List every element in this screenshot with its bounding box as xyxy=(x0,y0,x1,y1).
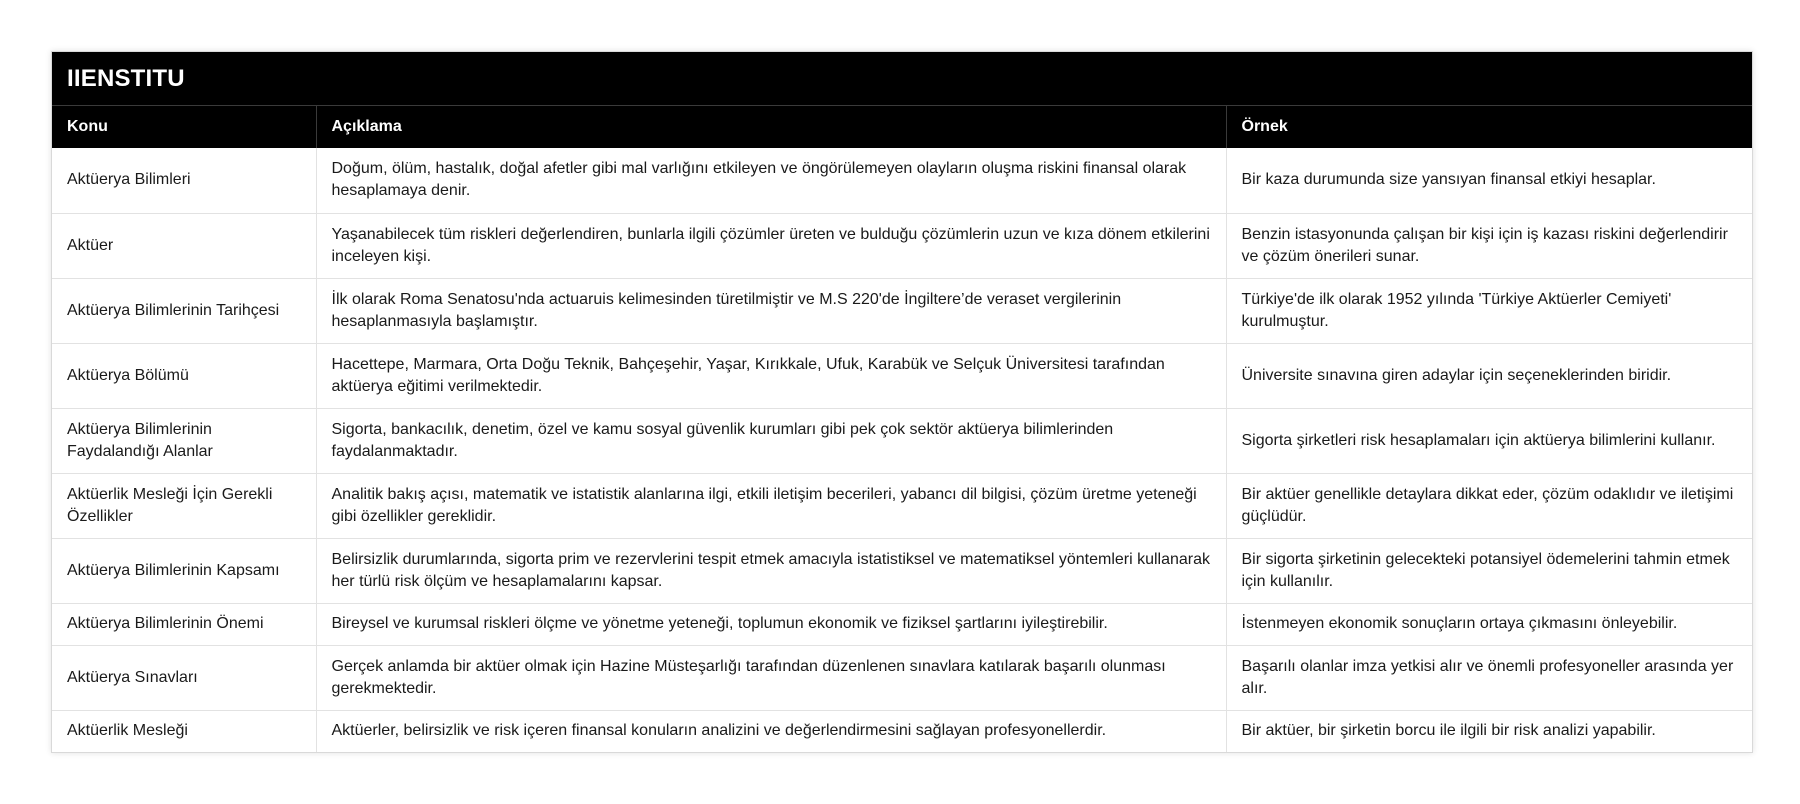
table-row xyxy=(52,538,1752,603)
cell-description: Doğum, ölüm, hastalık, doğal afetler gibi mal varlığını etkileyen ve öngörülemeyen olayların oluşma riskini finansal olarak hesaplamaya denir. xyxy=(316,148,1226,213)
table-row xyxy=(52,603,1752,645)
cell-example: Bir aktüer genellikle detaylara dikkat eder, çözüm odaklıdır ve iletişimi güçlüdür. xyxy=(1226,473,1752,538)
table-row xyxy=(52,343,1752,408)
cell-description: Sigorta, bankacılık, denetim, özel ve kamu sosyal güvenlik kurumları gibi pek çok sektör aktüerya bilimlerinden faydalanmaktadır. xyxy=(316,408,1226,473)
table-row xyxy=(52,645,1752,710)
cell-description: Aktüerler, belirsizlik ve risk içeren finansal konuların analizini ve değerlendirmesini sağlayan profesyonellerdir. xyxy=(316,710,1226,752)
cell-topic: Aktüerya Bilimlerinin Faydalandığı Alanlar xyxy=(52,408,316,473)
table-row xyxy=(52,278,1752,343)
table-row xyxy=(52,213,1752,278)
header-konu: Konu xyxy=(52,106,316,148)
table-row xyxy=(52,408,1752,473)
cell-topic: Aktüerlik Mesleği xyxy=(52,710,316,752)
cell-topic: Aktüer xyxy=(52,213,316,278)
cell-example: Bir sigorta şirketinin gelecekteki potansiyel ödemelerini tahmin etmek için kullanılır. xyxy=(1226,538,1752,603)
cell-example: Başarılı olanlar imza yetkisi alır ve önemli profesyoneller arasında yer alır. xyxy=(1226,645,1752,710)
cell-description: Analitik bakış açısı, matematik ve istatistik alanlarına ilgi, etkili iletişim becerileri, yabancı dil bilgisi, çözüm üretme yeteneği gibi özellikler gereklidir. xyxy=(316,473,1226,538)
cell-description: Hacettepe, Marmara, Orta Doğu Teknik, Bahçeşehir, Yaşar, Kırıkkale, Ufuk, Karabük ve Selçuk Üniversitesi tarafından aktüerya eğitimi verilmektedir. xyxy=(316,343,1226,408)
cell-description: Belirsizlik durumlarında, sigorta prim ve rezervlerini tespit etmek amacıyla istatistiksel ve matematiksel yöntemleri kullanarak her türlü risk ölçüm ve hesaplamalarını kapsar. xyxy=(316,538,1226,603)
cell-description: İlk olarak Roma Senatosu'nda actuaruis kelimesinden türetilmiştir ve M.S 220'de İngiltere’de veraset vergilerinin hesaplanmasıyla başlamıştır. xyxy=(316,278,1226,343)
cell-description: Gerçek anlamda bir aktüer olmak için Hazine Müsteşarlığı tarafından düzenlenen sınavlara katılarak başarılı olunması gerekmektedir. xyxy=(316,645,1226,710)
cell-example: Sigorta şirketleri risk hesaplamaları için aktüerya bilimlerini kullanır. xyxy=(1226,408,1752,473)
table-row xyxy=(52,710,1752,752)
table-row xyxy=(52,148,1752,213)
header-aciklama: Açıklama xyxy=(316,106,1226,148)
cell-topic: Aktüerya Bilimlerinin Önemi xyxy=(52,603,316,645)
cell-topic: Aktüerya Bilimlerinin Tarihçesi xyxy=(52,278,316,343)
cell-topic: Aktüerlik Mesleği İçin Gerekli Özellikler xyxy=(52,473,316,538)
cell-description: Yaşanabilecek tüm riskleri değerlendiren, bunlarla ilgili çözümler üreten ve bulduğu çözümlerin uzun ve kıza dönem etkilerini inceleyen kişi. xyxy=(316,213,1226,278)
cell-topic: Aktüerya Bilimleri xyxy=(52,148,316,213)
cell-example: Benzin istasyonunda çalışan bir kişi için iş kazası riskini değerlendirir ve çözüm önerileri sunar. xyxy=(1226,213,1752,278)
info-table xyxy=(52,106,1752,752)
table-header-row xyxy=(52,106,1752,148)
brand-title: IIENSTITU xyxy=(52,52,1752,106)
table-row xyxy=(52,473,1752,538)
cell-example: Bir aktüer, bir şirketin borcu ile ilgili bir risk analizi yapabilir. xyxy=(1241,722,1656,740)
header-ornek: Örnek xyxy=(1226,106,1752,148)
cell-topic: Aktüerya Bilimlerinin Kapsamı xyxy=(52,538,316,603)
cell-example: Bir kaza durumunda size yansıyan finansal etkiyi hesaplar. xyxy=(1226,148,1752,213)
cell-topic: Aktüerya Sınavları xyxy=(52,645,316,710)
cell-example: İstenmeyen ekonomik sonuçların ortaya çıkmasını önleyebilir. xyxy=(1226,603,1752,645)
cell-example: Türkiye'de ilk olarak 1952 yılında 'Türkiye Aktüerler Cemiyeti' kurulmuştur. xyxy=(1226,278,1752,343)
cell-description: Bireysel ve kurumsal riskleri ölçme ve yönetme yeteneği, toplumun ekonomik ve fiziksel şartlarını iyileştirebilir. xyxy=(316,603,1226,645)
cell-example: Üniversite sınavına giren adaylar için seçeneklerinden biridir. xyxy=(1226,343,1752,408)
content-table-card xyxy=(51,51,1753,753)
cell-topic: Aktüerya Bölümü xyxy=(52,343,316,408)
